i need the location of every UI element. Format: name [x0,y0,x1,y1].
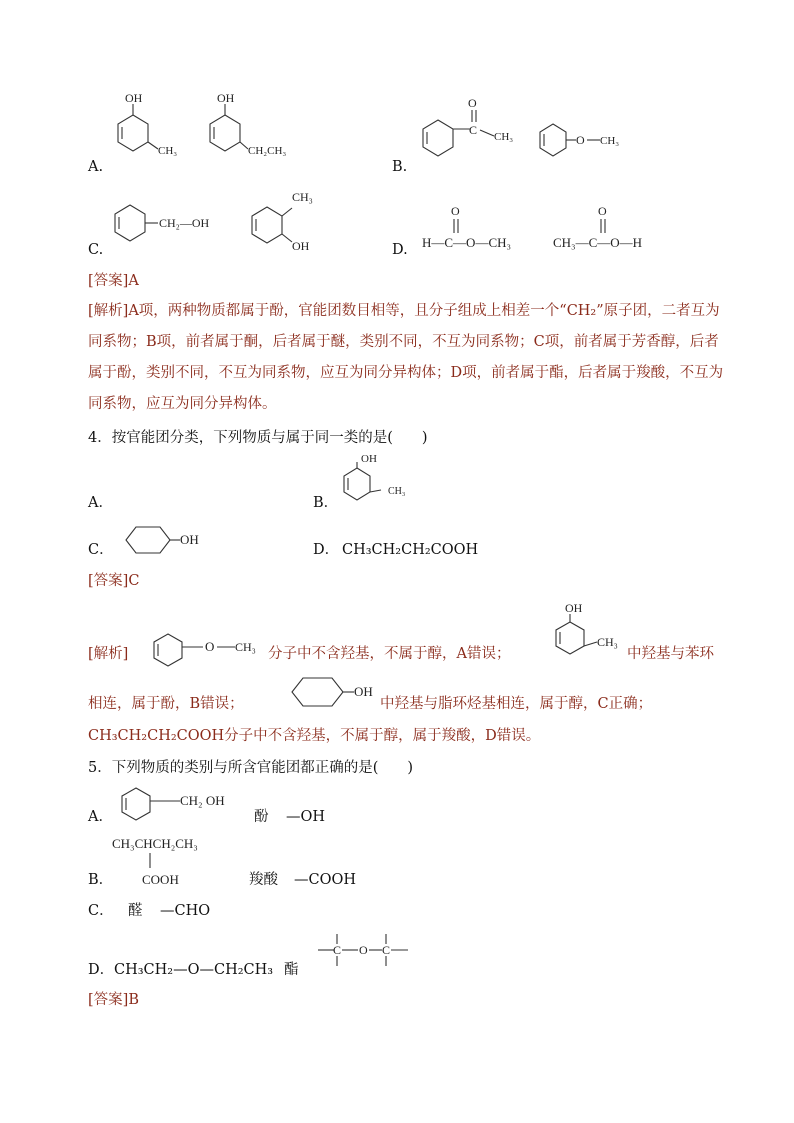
q5-option-b-class: 羧酸 [249,872,278,888]
q5-option-a-group: —OH [286,809,326,825]
svg-text:CH₃: CH₃ [597,635,618,649]
q5-option-c-group: —CHO [160,903,211,919]
q5-option-c-label: C． [88,903,114,919]
q5-option-b-group: —COOH [294,872,357,888]
q3-analysis: [解析]A项，两种物质都属于酚，官能团数目相等，且分子组成上相差一个“CH₂”原子团，二者互为同系物；B项，前者属于酮，后者属于醚，类别不同，不互为同系物；C项，前者属于芳香醇，后者属于酚，类别不同，不互为同系物，应互为同分异构体；D项，前者属于酯，后者属于羧酸，不互为同系物，应互为同分异构体。 [88,303,724,412]
q4-option-d-label: D． [313,542,340,558]
svg-text:CH₃: CH₃ [158,145,178,157]
svg-text:CH₃: CH₃ [600,135,620,147]
svg-text:O: O [359,943,368,957]
svg-text:CH₂—OH: CH₂—OH [159,216,210,230]
q4-analysis-structure-3 [282,672,382,717]
q4-option-a-label: A． [88,495,113,511]
q5-option-a-label: A． [88,809,113,825]
option-a-label: A. [88,159,104,175]
q4-analysis-structure-2 [537,598,627,663]
svg-text:O: O [598,204,607,218]
svg-text:CH₃CHCH₂CH₃: CH₃CHCH₂CH₃ [112,836,198,851]
q4-analysis-part-2: 中羟基与苯环 [627,646,714,662]
q4-stem: 4．按官能团分类，下列物质与属于同一类的是( ) [88,430,428,446]
svg-text:CH₂ OH: CH₂ OH [180,793,225,808]
q5-option-a-class: 酚 [254,809,269,825]
q3-option-a-structures [100,88,320,178]
svg-text:OH: OH [292,239,310,253]
svg-text:CH₃—C—O—H: CH₃—C—O—H [553,235,643,250]
svg-text:OH: OH [354,684,373,699]
svg-text:OH: OH [361,453,377,465]
q5-answer: [答案]B [88,992,139,1008]
q4-answer: [答案]C [88,573,140,589]
q5-option-c-class: 醛 [128,903,143,919]
svg-text:C: C [469,123,478,137]
svg-text:C: C [333,943,342,957]
option-b-label: B. [392,159,408,175]
q5-option-b-structure [110,832,250,890]
svg-text:OH: OH [217,91,235,105]
q4-option-d-formula: CH₃CH₂CH₂COOH [342,542,479,558]
q5-option-d-structure [314,930,414,975]
svg-text:O: O [468,96,477,110]
q4-option-b-structure [335,452,435,502]
q4-analysis-lead: [解析] [88,646,129,662]
q4-option-c-structure [108,520,218,560]
q3-option-b-structures [410,90,640,175]
q4-analysis-structure-1 [143,625,273,670]
q4-analysis-part-3: 相连，属于酚，B错误； [88,696,244,712]
q4-analysis-part-1: 分子中不含羟基，不属于醇，A错误； [268,646,511,662]
q5-option-b-label: B． [88,872,114,888]
q4-analysis-part-5: CH₃CH₂CH₂COOH分子中不含羟基，不属于醇，属于羧酸，D错误。 [88,728,541,744]
svg-text:CH₃: CH₃ [292,190,313,204]
q3-option-d-structures [420,200,680,260]
svg-text:O: O [205,639,215,654]
q3-option-c-structures [100,185,340,260]
svg-text:CH₃: CH₃ [388,486,406,497]
q5-stem: 5．下列物质的类别与所含官能团都正确的是( ) [88,760,414,776]
svg-text:H—C—O—CH₃: H—C—O—CH₃ [422,235,512,250]
q5-option-d-formula: CH₃CH₂—O—CH₂CH₃ [114,962,274,978]
svg-text:O: O [576,133,585,147]
svg-text:OH: OH [565,601,583,615]
option-c-label: C. [88,242,104,258]
svg-text:CH₃: CH₃ [235,640,256,654]
q5-option-d-label: D． [88,962,115,978]
q3-answer: [答案]A [88,273,139,289]
q4-option-b-label: B． [313,495,339,511]
q4-analysis-part-4: 中羟基与脂环烃基相连，属于醇，C正确； [380,696,653,712]
svg-text:O: O [451,204,460,218]
q5-option-a-structure [108,784,248,824]
svg-text:CH₂CH₃: CH₂CH₃ [248,145,287,157]
q5-option-d-class: 酯 [284,962,299,978]
svg-text:OH: OH [180,532,199,547]
svg-text:C: C [382,943,391,957]
svg-text:CH₃: CH₃ [494,131,514,143]
svg-text:OH: OH [125,91,143,105]
q4-option-c-label: C． [88,542,114,558]
svg-text:COOH: COOH [142,872,179,887]
option-d-label: D. [392,242,408,258]
